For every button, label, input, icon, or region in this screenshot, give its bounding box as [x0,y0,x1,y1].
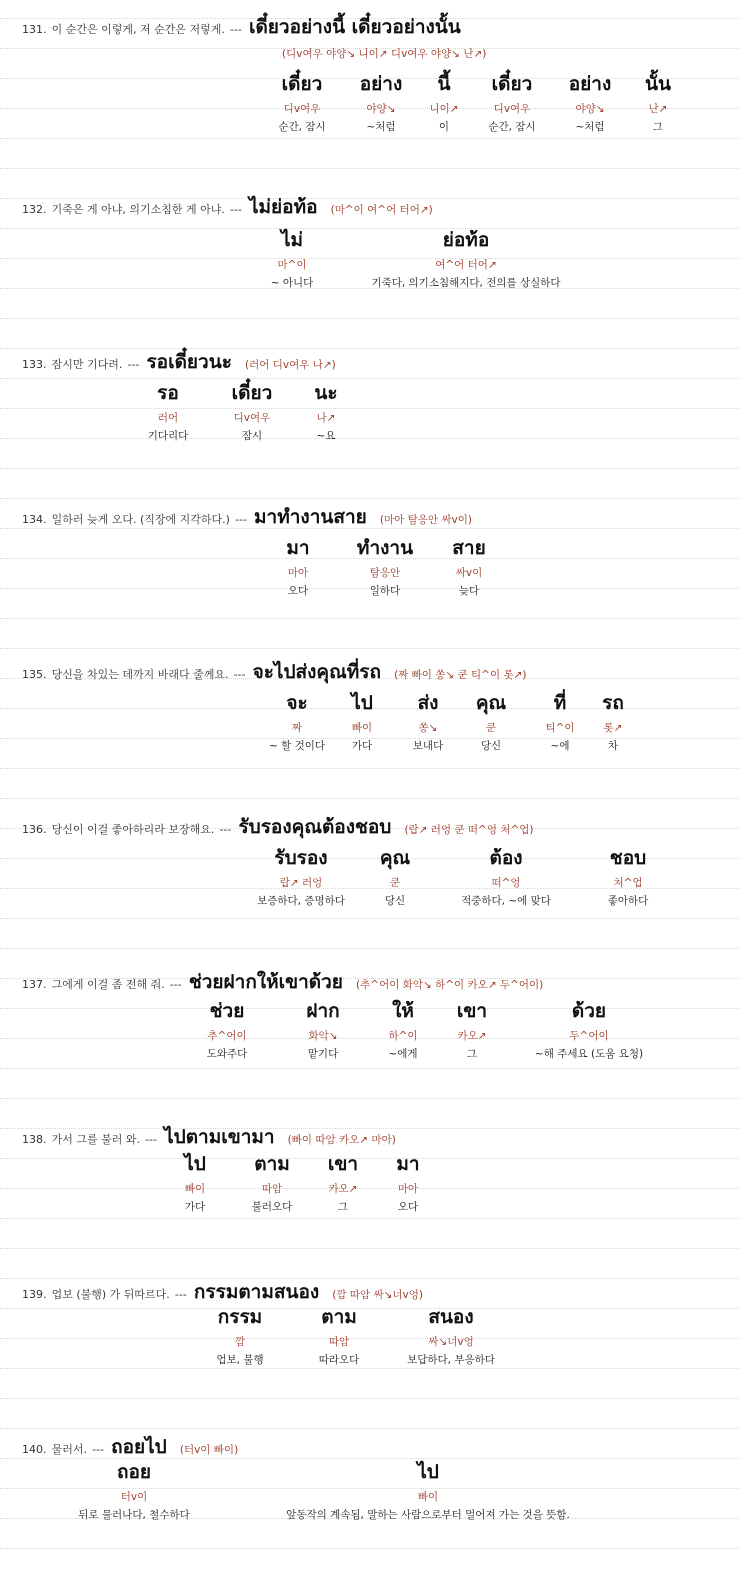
word-meaning: 보내다 [412,740,444,752]
word-phonetic: 하^이 [388,1030,418,1042]
word-column [357,536,413,598]
word-phonetic: 니이↗ [429,103,459,115]
word-column [271,228,314,290]
word-column [608,846,649,908]
thai-phrase: รับรองคุณต้องชอบ [238,816,392,838]
word-phonetic: 마아 [397,1183,419,1195]
entry-header [22,812,534,842]
thai-word: ที่ [553,692,567,714]
word-phonetic: 처^업 [613,877,643,889]
word-meaning: 그 [337,1201,349,1213]
word-meaning: 당신 [480,740,502,752]
thai-word: ตาม [254,1153,290,1175]
word-phonetic: 여^어 터어↗ [435,259,497,271]
thai-word: ช่วย [209,1000,245,1022]
word-meaning: 순간, 잠시 [488,121,536,133]
word-meaning: ~에게 [388,1048,418,1060]
word-phonetic: 쏭↘ [418,722,438,734]
word-phonetic: 따암 [328,1336,350,1348]
word-column [488,72,535,134]
thai-word: รับรอง [274,847,328,869]
word-meaning: ~처럼 [575,121,605,133]
thai-word: รอ [157,382,179,404]
phrase-phonetic: (추^어이 화악↘ 하^이 카오↗ 두^어이) [356,979,544,991]
thai-word: ไป [184,1153,206,1175]
thai-word: อย่าง [359,73,403,95]
entry-number: 138. [22,1133,47,1146]
entry-header [22,657,527,687]
word-meaning: 이 [438,121,450,133]
phrase-entry-139 [0,1265,740,1419]
thai-word: ส่ง [417,692,439,714]
word-column [371,228,560,290]
word-phonetic: 롯↗ [603,722,623,734]
thai-word: สาย [452,537,486,559]
separator: --- [219,823,232,836]
thai-word: ให้ [392,1000,414,1022]
separator: --- [174,1288,187,1301]
phrase-entry-140 [0,1420,740,1574]
word-column [78,1460,189,1522]
thai-word: ชอบ [609,847,647,869]
korean-sentence: 당신이 이걸 좋아하리라 보장해요. [51,823,215,836]
separator: --- [229,23,242,36]
thai-word: รถ [602,692,624,714]
word-meaning: 따라오다 [318,1354,360,1366]
word-meaning: 그 [466,1048,478,1060]
thai-word: เขา [456,1000,488,1022]
word-meaning: ~해 주세요 (도움 요청) [534,1048,644,1060]
ruled-line [0,168,740,169]
thai-word: ต้อง [489,847,523,869]
phrase-phonetic: (마^이 여^어 터어↗) [330,204,433,216]
thai-word: คุณ [379,847,411,869]
phrase-entry-137 [0,955,740,1109]
thai-word: ไป [417,1461,439,1483]
thai-word: ตาม [321,1306,357,1328]
word-meaning: 차 [607,740,619,752]
word-meaning: 뒤로 물러나다, 철수하다 [78,1509,190,1521]
word-meaning: 보답하다, 부응하다 [407,1354,495,1366]
thai-word: จะ [286,692,308,714]
word-column [457,999,487,1061]
word-column [535,999,643,1061]
word-column [413,691,443,753]
word-meaning: 오다 [397,1201,419,1213]
word-phonetic: 싸↘너v엉 [428,1336,474,1348]
korean-sentence: 기죽은 게 아냐, 의기소침한 게 아냐. [51,203,225,216]
phrase-entry-131 [0,0,740,154]
word-phonetic: 나↗ [316,412,336,424]
thai-word: ฝาก [306,1000,340,1022]
word-phonetic: 깜 [234,1336,246,1348]
word-column [148,381,189,443]
thai-word: เดี๋ยว [491,73,533,95]
entry-header [22,502,472,532]
word-column [252,1152,293,1214]
word-phonetic: 야양↘ [366,103,396,115]
korean-sentence: 그에게 이걸 좀 전해 줘. [51,978,165,991]
word-phonetic: 난↗ [648,103,668,115]
word-column [184,1152,206,1214]
thai-phrase: รอเดี๋ยวนะ [146,351,232,373]
word-meaning: 오다 [287,585,309,597]
word-meaning: 도와주다 [206,1048,248,1060]
word-column [602,691,624,753]
phrase-phonetic: (디v여우 야양↘ 니이↗ 디v여우 야양↘ 난↗) [282,48,487,60]
word-meaning: ~처럼 [366,121,396,133]
thai-word: ไม่ [280,229,304,251]
word-meaning: 잠시 [241,430,263,442]
thai-word: ไป [351,692,373,714]
word-column [269,691,325,753]
entry-number: 140. [22,1443,47,1456]
word-meaning: 가다 [351,740,373,752]
thai-word: เดี๋ยว [231,382,273,404]
word-column [452,536,485,598]
thai-word: ย่อท้อ [442,229,490,251]
word-meaning: 기다리다 [147,430,189,442]
word-phonetic: 마아 [287,567,309,579]
entry-number: 137. [22,978,47,991]
korean-sentence: 잠시만 기다려. [51,358,123,371]
entry-number: 136. [22,823,47,836]
word-column [257,846,345,908]
thai-phrase: เดี๋ยวอย่างนี้ เดี๋ยวอย่างนั้น [248,16,461,38]
word-meaning: 불러오다 [251,1201,293,1213]
word-meaning: 맡기다 [307,1048,339,1060]
word-phonetic: 떠^엉 [491,877,521,889]
entry-number: 135. [22,668,47,681]
word-meaning: 순간, 잠시 [278,121,326,133]
word-column [545,691,574,753]
phrase-phonetic: (터v이 빠이) [179,1444,239,1456]
word-meaning: 늦다 [458,585,480,597]
word-column [476,691,506,753]
word-column [407,1305,495,1367]
phrase-entry-138 [0,1110,740,1264]
word-column [380,846,410,908]
word-meaning: ~에 [550,740,570,752]
word-column [286,536,309,598]
phrase-phonetic: (러어 디v여우 나↗) [245,359,336,371]
entry-header [22,347,336,377]
word-phonetic: 디v여우 [283,103,321,115]
word-phonetic: 빠이 [417,1491,439,1503]
thai-word: คุณ [475,692,507,714]
entry-header [22,192,433,222]
entry-header [22,1432,238,1462]
thai-phrase: ถอยไป [111,1436,167,1458]
word-phonetic: 러어 [157,412,179,424]
word-phonetic: 빠이 [351,722,373,734]
word-phonetic: 카오↗ [457,1030,487,1042]
word-meaning: ~ 할 것이다 [268,740,326,752]
word-meaning: 가다 [184,1201,206,1213]
thai-word: นะ [314,382,338,404]
korean-sentence: 이 순간은 이렇게, 저 순간은 저렇게. [51,23,225,36]
thai-word: มา [286,537,310,559]
thai-phrase: ช่วยฝากให้เขาด้วย [188,971,343,993]
word-meaning: 좋아하다 [607,895,649,907]
word-meaning: 일하다 [369,585,401,597]
separator: --- [169,978,182,991]
thai-word: นั้น [645,73,671,95]
word-meaning: 그 [652,121,664,133]
word-phonetic: 디v여우 [233,412,271,424]
thai-phrase: มาทำงานสาย [254,506,367,528]
phrase-entry-136 [0,800,740,954]
word-phonetic: 탐응안 [369,567,401,579]
separator: --- [233,668,246,681]
word-phonetic: 쿤 [485,722,497,734]
separator: --- [235,513,247,526]
word-meaning: 업보, 불행 [216,1354,264,1366]
word-phonetic: 쿤 [389,877,401,889]
word-phonetic: 야양↘ [575,103,605,115]
word-phonetic: 두^어이 [569,1030,609,1042]
word-meaning: 적중하다, ~에 맞다 [461,895,551,907]
word-phonetic: 카오↗ [328,1183,358,1195]
word-meaning: 당신 [384,895,406,907]
word-column [569,72,612,134]
word-column [232,381,273,443]
korean-sentence: 물러서. [51,1443,87,1456]
thai-word: นี้ [437,73,451,95]
entry-header [22,967,543,997]
thai-phrase: ไปตามเขามา [164,1126,275,1148]
word-column [319,1305,360,1367]
entry-number: 134. [22,513,47,526]
entry-header [22,12,461,42]
word-phonetic: 랍↗ 러엉 [279,877,323,889]
word-meaning: ~ 아니다 [270,277,314,289]
entry-header [22,1122,396,1152]
phrase-phonetic: (랍↗ 러엉 쿤 떠^엉 처^업) [404,824,534,836]
word-phonetic: 마^이 [277,259,307,271]
thai-word: มา [396,1153,420,1175]
word-column [286,1460,570,1522]
word-column [216,1305,263,1367]
word-column [207,999,248,1061]
phrase-entry-133 [0,335,740,489]
word-phonetic: 디v여우 [493,103,531,115]
thai-word: ถอย [116,1461,152,1483]
word-column [306,999,339,1061]
entry-number: 133. [22,358,47,371]
phrase-phonetic: (짜 빠이 쏭↘ 쿤 티^이 롯↗) [394,669,527,681]
word-meaning: ~요 [316,430,336,442]
word-column [388,999,417,1061]
word-phonetic: 티^이 [545,722,575,734]
thai-word: ทำงาน [356,537,414,559]
word-column [396,1152,419,1214]
word-column [314,381,337,443]
phrase-phonetic: (빠이 따암 카오↗ 마아) [287,1134,396,1146]
word-phonetic: 터v이 [120,1491,148,1503]
word-phonetic: 추^어이 [207,1030,247,1042]
phrase-entry-134 [0,490,740,644]
thai-phrase: ไม่ย่อท้อ [248,196,318,218]
korean-sentence: 당신을 차있는 데까지 바래다 줄께요. [51,668,229,681]
thai-word: กรรม [217,1306,263,1328]
thai-word: เขา [327,1153,359,1175]
word-phonetic: 화악↘ [308,1030,338,1042]
entry-number: 131. [22,23,47,36]
word-meaning: 기죽다, 의기소침해지다, 전의를 상실하다 [371,277,561,289]
thai-word: อย่าง [568,73,612,95]
word-column [461,846,551,908]
phrase-entry-135 [0,645,740,799]
word-column [328,1152,358,1214]
korean-sentence: 가서 그를 불러 와. [51,1133,140,1146]
korean-sentence: 업보 (불행) 가 뒤따르다. [51,1288,170,1301]
entry-number: 139. [22,1288,47,1301]
word-phonetic: 싸v이 [455,567,483,579]
entry-number: 132. [22,203,47,216]
word-column [351,691,373,753]
word-phonetic: 따암 [261,1183,283,1195]
word-phonetic: 짜 [291,722,303,734]
phrase-entry-132 [0,180,740,334]
korean-sentence: 일하러 늦게 오다. (직장에 지각하다.) [51,513,230,526]
separator: --- [92,1443,104,1456]
thai-phrase: กรรมตามสนอง [193,1281,320,1303]
separator: --- [127,358,140,371]
separator: --- [229,203,242,216]
word-column [429,72,458,134]
separator: --- [145,1133,157,1146]
thai-phrase: จะไปส่งคุณที่รถ [252,661,381,683]
entry-header [22,1277,423,1307]
phrase-phonetic: (깜 따암 싸↘너v엉) [332,1289,423,1301]
word-meaning: 앞동작의 계속됨, 말하는 사람으로부터 멀어져 가는 것을 뜻함. [286,1509,570,1521]
word-column [278,72,325,134]
word-phonetic: 빠이 [184,1183,206,1195]
word-meaning: 보증하다, 증명하다 [257,895,345,907]
thai-word: ด้วย [571,1000,607,1022]
thai-word: เดี๋ยว [281,73,323,95]
phrase-phonetic: (마아 탐응안 싸v이) [379,514,472,526]
word-column [645,72,671,134]
word-column [360,72,403,134]
thai-word: สนอง [428,1306,474,1328]
